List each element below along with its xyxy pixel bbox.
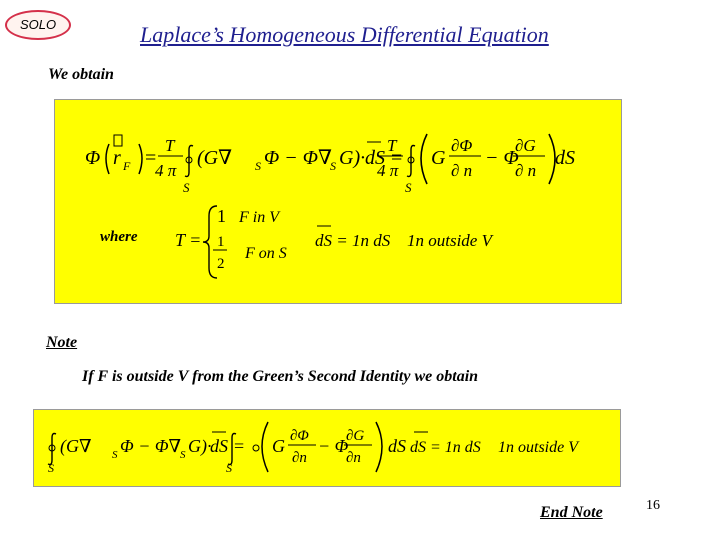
half-num: 1 [217, 234, 225, 250]
where-label: where [100, 229, 138, 245]
G-1: G [431, 147, 446, 169]
note-sub-1: S [112, 449, 118, 461]
cases-brace [203, 206, 217, 278]
dn-den-1: ∂ n [451, 161, 473, 180]
note-n-definition: 1n outside V [498, 439, 578, 456]
note-label: Note [46, 334, 78, 351]
page-number: 16 [646, 498, 660, 513]
equals-2: = [391, 147, 403, 169]
note-integrand-close: G)· [188, 436, 212, 456]
note-big-open-paren [262, 422, 268, 472]
minus-phi: − Φ [485, 147, 519, 169]
note-G: G [272, 436, 285, 456]
note-sub-2: S [180, 449, 186, 461]
dS-trailing: dS [555, 147, 575, 169]
surface-sub-2: S [405, 180, 412, 195]
phi-symbol: Φ [85, 147, 101, 169]
T-numerator: T [165, 136, 175, 155]
equals-1: = [145, 147, 157, 169]
r-symbol: r [113, 147, 121, 169]
note-dn-1: ∂n [292, 450, 307, 466]
note-dS-trailing: dS [388, 436, 406, 456]
page-title: Laplace’s Homogeneous Differential Equation [140, 22, 549, 47]
four-pi-1: 4 π [155, 161, 177, 180]
case-one: 1 [217, 206, 226, 226]
note-big-close-paren [376, 422, 382, 472]
dPhi-num: ∂Φ [451, 136, 473, 155]
n-definition: 1n outside V [407, 231, 492, 250]
note-dG: ∂G [346, 428, 365, 444]
four-pi-2: 4 π [377, 161, 399, 180]
end-note-label: End Note [540, 504, 603, 521]
case-F-on-S: F on S [245, 245, 287, 262]
note-equation-graphics [34, 410, 620, 486]
surface-sub-1: S [183, 180, 190, 195]
we-obtain-label: We obtain [48, 66, 114, 83]
surface-sub-3: S [48, 461, 54, 475]
integrand-mid: Φ − Φ∇ [264, 147, 332, 169]
equation-graphics [55, 100, 621, 303]
dS-definition: dS = 1n dS [315, 231, 391, 250]
T-numerator-2: T [387, 136, 397, 155]
note-dS: dS [210, 436, 228, 456]
r-subscript: F [123, 159, 131, 173]
note-text: If F is outside V from the Green’s Second Identity we obtain [82, 368, 479, 385]
note-equals: = [234, 436, 245, 456]
T-equals: T = [175, 230, 202, 250]
half-den: 2 [217, 256, 225, 272]
note-dS-definition: dS = 1n dS [410, 439, 481, 456]
note-minus-phi: − Φ [318, 436, 349, 456]
case-F-in-V: F in V [239, 209, 279, 226]
integrand-open: (G∇ [197, 147, 233, 169]
nabla-sub-1: S [255, 159, 261, 173]
note-dn-2: ∂n [346, 450, 361, 466]
dG-num: ∂G [515, 136, 536, 155]
note-dPhi: ∂Φ [290, 428, 309, 444]
surface-sub-4: S [226, 461, 232, 475]
dS-1: dS [365, 147, 385, 169]
equation-panel-note [33, 409, 621, 487]
integrand-close: G)· [339, 147, 366, 169]
open-paren [106, 144, 109, 174]
nabla-sub-2: S [330, 159, 336, 173]
note-integrand-mid: Φ − Φ∇ [120, 436, 182, 456]
contour-circle-4 [253, 445, 259, 451]
equation-panel-main [54, 99, 622, 304]
dn-den-2: ∂ n [515, 161, 537, 180]
vector-box [114, 135, 122, 146]
note-integrand-open: (G∇ [60, 436, 92, 456]
solo-logo: SOLO [5, 10, 71, 40]
big-open-paren [421, 134, 427, 184]
close-paren [139, 144, 142, 174]
